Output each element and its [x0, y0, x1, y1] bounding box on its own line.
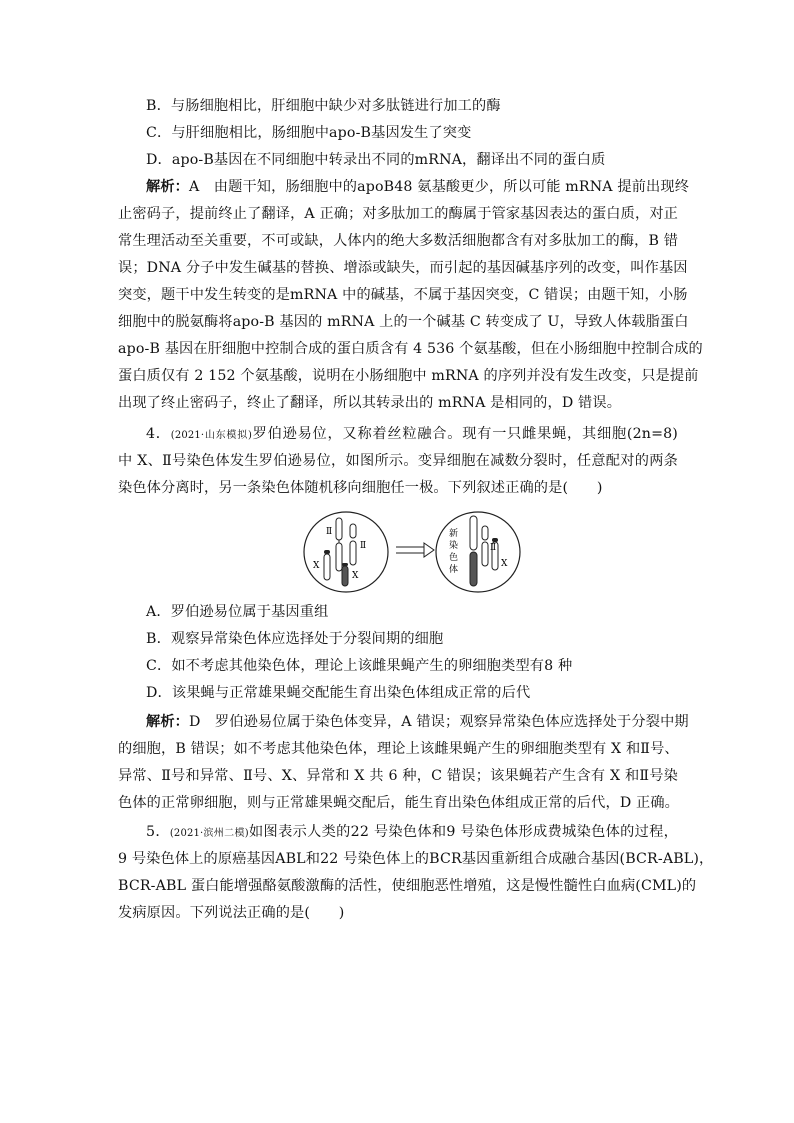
q4-stem-line-2: 中 X、Ⅱ号染色体发生罗伯逊易位，如图所示。变异细胞在减数分裂时，任意配对的两条	[118, 453, 678, 469]
q3-analysis-line-4: 误；DNA 分子中发生碱基的替换、增添或缺失，而引起的基因碱基序列的改变，叫作基因	[118, 260, 688, 276]
chromosome-ii-left-2	[350, 524, 356, 565]
q3-analysis-line-3: 常生理活动至关重要，不可或缺，人体内的绝大多数活细胞都含有对多肽加工的酶，B 错	[118, 233, 679, 249]
q4-stem-line-3: 染色体分离时，另一条染色体随机移向细胞任一极。下列叙述正确的是( )	[118, 480, 603, 496]
label-ii-right: Ⅱ	[490, 543, 497, 553]
q4-option-b: B．观察异常染色体应选择处于分裂间期的细胞	[146, 631, 444, 647]
label-ii-1: Ⅱ	[326, 527, 333, 537]
label-new-2: 染	[449, 541, 459, 551]
q4-option-d: D．该果蝇与正常雄果蝇交配能生育出染色体组成正常的后代	[146, 685, 531, 701]
label-new-1: 新	[449, 529, 459, 539]
q3-option-b: B．与肠细胞相比，肝细胞中缺少对多肽链进行加工的酶	[146, 98, 501, 114]
analysis-answer: D	[189, 714, 201, 730]
right-cell	[436, 512, 520, 592]
chromosome-x-left-2	[342, 563, 348, 586]
q5-stem-line-4: 发病原因。下列说法正确的是( )	[118, 905, 345, 921]
q3-analysis-line-6: 细胞中的脱氨酶将apo-B 基因的 mRNA 上的一个碱基 C 转变成了 U，导致人体载脂蛋白	[118, 314, 689, 330]
analysis-label: 解析：	[146, 179, 190, 195]
label-x-1: X	[313, 561, 320, 571]
q3-option-d: D．apo-B基因在不同细胞中转录出不同的mRNA，翻译出不同的蛋白质	[146, 152, 606, 168]
transformation-arrow-icon	[396, 543, 434, 557]
q3-analysis-line-5: 突变，题干中发生转变的是mRNA 中的碱基，不属于基因突变，C 错误；由题干知，小肠	[118, 287, 688, 303]
label-new-3: 色	[449, 553, 459, 563]
q4-analysis-line-2: 的细胞，B 错误；如不考虑其他染色体，理论上该雌果蝇产生的卵细胞类型有 X 和Ⅱ号、	[118, 741, 679, 757]
label-x-2: X	[352, 571, 359, 581]
q3-option-c: C．与肝细胞相比，肠细胞中apo-B基因发生了突变	[146, 125, 472, 141]
q4-analysis-line-1: 解析：D 罗伯逊易位属于染色体变异，A 错误；观察异常染色体应选择处于分裂中期	[146, 714, 689, 730]
chromosome-ii-left-1	[336, 518, 342, 571]
new-fused-chromosome	[470, 516, 477, 586]
q3-analysis-line-1: 解析：A 由题干知，肠细胞中的apoB48 氨基酸更少，所以可能 mRNA 提前出现终	[146, 179, 690, 195]
label-x-right: X	[501, 559, 508, 569]
q3-analysis-line-7: apo-B 基因在肝细胞中控制合成的蛋白质含有 4 536 个氨基酸，但在小肠细胞中控制合成的	[118, 341, 703, 357]
q4-source: (2021·山东模拟)	[170, 430, 253, 441]
q4-option-c: C．如不考虑其他染色体，理论上该雌果蝇产生的卵细胞类型有8 种	[146, 658, 573, 674]
chromosome-x-left-1	[324, 550, 330, 580]
chromosome-ii-right	[482, 526, 488, 566]
label-new-4: 体	[449, 565, 459, 575]
q4-analysis-line-3: 异常、Ⅱ号和异常、Ⅱ号、X、异常和 X 共 6 种，C 错误；该果蝇若产生含有 X 和Ⅱ号染	[118, 768, 678, 784]
q5-number: 5．	[146, 824, 170, 840]
q3-analysis-line-9: 出现了终止密码子，终止了翻译，所以其转录出的 mRNA 是相同的，D 错误。	[118, 395, 622, 411]
q5-stem-line-2: 9 号染色体上的原癌基因ABL和22 号染色体上的BCR基因重新组合成融合基因(BCR-ABL)，	[118, 851, 714, 867]
analysis-label: 解析：	[146, 714, 190, 730]
q5-stem-line-1: 5．(2021·滨州二模)如图表示人类的22 号染色体和9 号染色体形成费城染色体的过程，	[146, 824, 678, 840]
q4-stem-line-1: 4．(2021·山东模拟)罗伯逊易位，又称着丝粒融合。现有一只雌果蝇，其细胞(2n=8)	[146, 426, 678, 442]
analysis-answer: A	[189, 179, 200, 195]
q4-number: 4．	[146, 426, 171, 442]
chromosome-translocation-figure	[300, 508, 524, 596]
q4-analysis-line-4: 色体的正常卵细胞，则与正常雄果蝇交配后，能生育出染色体组成正常的后代，D 正确。	[118, 795, 680, 811]
label-ii-2: Ⅱ	[360, 541, 367, 551]
q5-stem-line-3: BCR-ABL 蛋白能增强酪氨酸激酶的活性，使细胞恶性增殖，这是慢性髓性白血病(CML)的	[118, 878, 697, 894]
q3-analysis-line-2: 止密码子，提前终止了翻译，A 正确；对多肽加工的酶属于管家基因表达的蛋白质，对正	[118, 206, 678, 222]
q3-analysis-line-8: 蛋白质仅有 2 152 个氨基酸，说明在小肠细胞中 mRNA 的序列并没有发生改变，只是提前	[118, 368, 699, 384]
q5-source: (2021·滨州二模)	[169, 828, 249, 839]
q4-option-a: A．罗伯逊易位属于基因重组	[146, 604, 329, 620]
